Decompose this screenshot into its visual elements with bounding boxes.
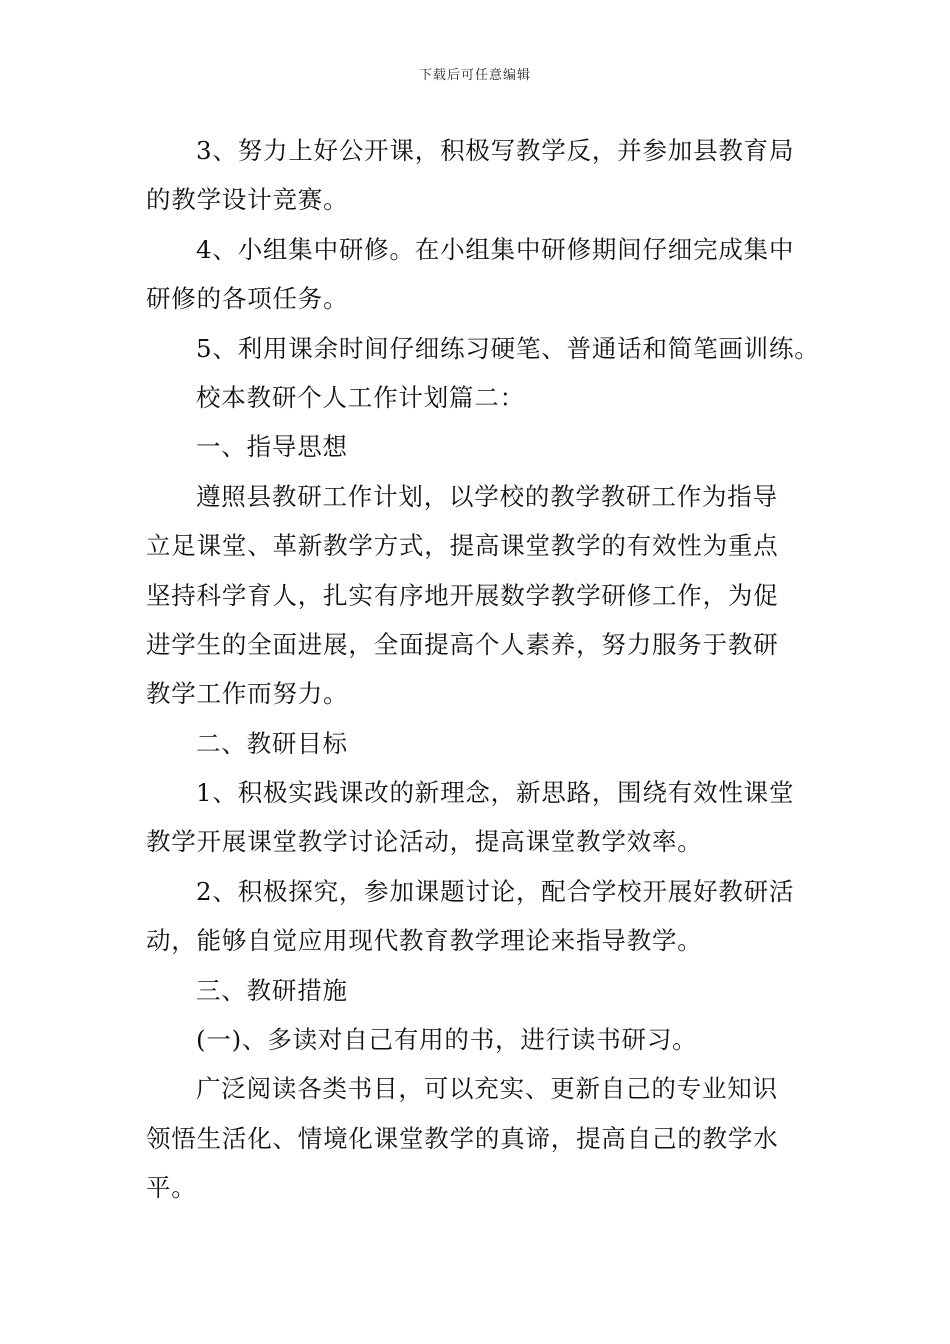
text-line: 教学开展课堂教学讨论活动，提高课堂教学效率。 — [146, 827, 703, 857]
text-line: 立足课堂、革新教学方式，提高课堂教学的有效性为重点 — [146, 531, 779, 561]
subsection-heading: (一)、多读对自己有用的书，进行读书研习。 — [196, 1025, 698, 1055]
text-line: 领悟生活化、情境化课堂教学的真谛，提高自己的教学水 — [146, 1123, 779, 1153]
text-line: 4、小组集中研修。在小组集中研修期间仔细完成集中 — [196, 234, 795, 264]
text-line: 教学工作而努力。 — [146, 679, 349, 709]
document-body — [146, 126, 820, 1213]
text-line: 广泛阅读各类书目，可以充实、更新自己的专业知识 — [196, 1074, 778, 1104]
text-line: 3、努力上好公开课，积极写教学反，并参加县教育局 — [196, 136, 795, 165]
page-header-note: 下载后可任意编辑 — [418, 68, 531, 83]
text-line: 1、积极实践课改的新理念，新思路，围绕有效性课堂 — [196, 778, 795, 808]
text-line: 2、积极探究，参加课题讨论，配合学校开展好教研活 — [196, 876, 795, 906]
text-line: 平。 — [146, 1173, 197, 1203]
text-line: 5、利用课余时间仔细练习硬笔、普通话和简笔画训练。 — [196, 333, 820, 363]
text-line: 动，能够自觉应用现代教育教学理论来指导教学。 — [146, 926, 703, 956]
text-line: 遵照县教研工作计划，以学校的教学教研工作为指导 — [196, 481, 778, 511]
section-heading: 校本教研个人工作计划篇二： — [196, 382, 525, 412]
section-heading: 一、指导思想 — [196, 432, 348, 462]
text-line: 进学生的全面进展，全面提高个人素养，努力服务于教研 — [146, 629, 779, 659]
section-heading: 三、教研措施 — [196, 975, 348, 1005]
text-line: 坚持科学育人，扎实有序地开展数学教学研修工作，为促 — [146, 580, 779, 610]
section-heading: 二、教研目标 — [196, 728, 348, 758]
text-line: 的教学设计竞赛。 — [146, 185, 349, 215]
text-line: 研修的各项任务。 — [146, 284, 349, 314]
